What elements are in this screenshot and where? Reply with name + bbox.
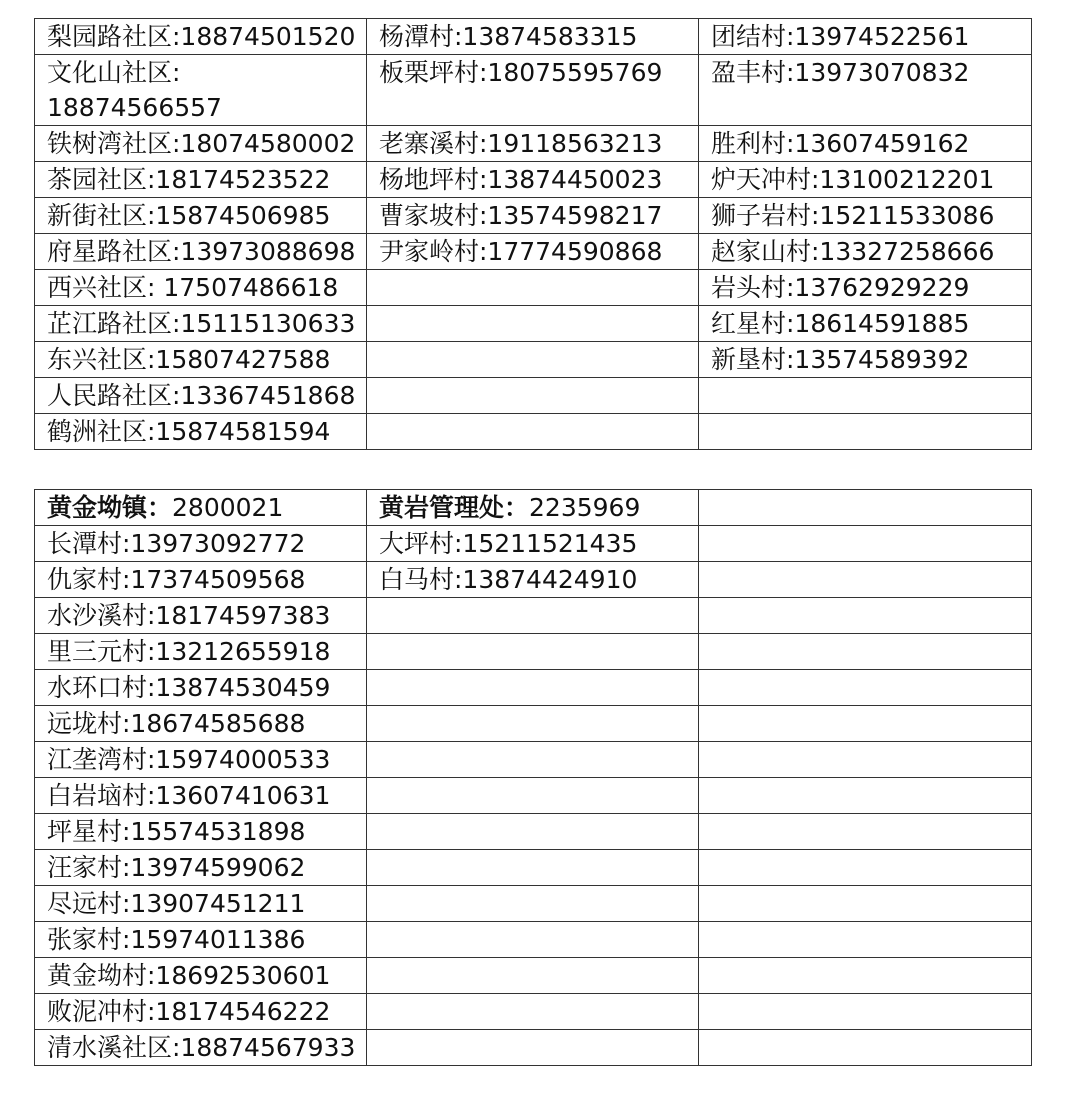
table-cell: 芷江路社区:15115130633	[35, 306, 367, 342]
table-cell	[367, 634, 699, 670]
table-1-body	[35, 19, 1032, 450]
table-cell: 尽远村:13907451211	[35, 886, 367, 922]
table-cell: 黄金坳村:18692530601	[35, 958, 367, 994]
table-row	[35, 414, 1032, 450]
table-cell: 梨园路社区:18874501520	[35, 19, 367, 55]
table-cell	[35, 55, 367, 126]
table-cell: 新垦村:13574589392	[699, 342, 1032, 378]
table-cell: 曹家坡村:13574598217	[367, 198, 699, 234]
table-row	[35, 922, 1032, 958]
table-cell	[367, 742, 699, 778]
table-cell	[699, 778, 1032, 814]
table-cell: 鹤洲社区:15874581594	[35, 414, 367, 450]
table-cell	[699, 958, 1032, 994]
table-row	[35, 126, 1032, 162]
table-cell: 铁树湾社区:18074580002	[35, 126, 367, 162]
table-cell	[367, 270, 699, 306]
table-header-row	[35, 490, 1032, 526]
table-cell	[367, 670, 699, 706]
table-cell: 水沙溪村:18174597383	[35, 598, 367, 634]
table-cell	[699, 850, 1032, 886]
table-row	[35, 562, 1032, 598]
table-cell	[367, 922, 699, 958]
table-cell	[699, 1030, 1032, 1066]
township-phone: 2800021	[172, 493, 284, 522]
table-cell: 长潭村:13973092772	[35, 526, 367, 562]
table-cell	[699, 634, 1032, 670]
table-cell: 败泥冲村:18174546222	[35, 994, 367, 1030]
table-cell	[367, 414, 699, 450]
table-cell: 红星村:18614591885	[699, 306, 1032, 342]
table-row	[35, 706, 1032, 742]
table-cell: 岩头村:13762929229	[699, 270, 1032, 306]
table-cell	[699, 994, 1032, 1030]
table-cell	[367, 994, 699, 1030]
table-cell: 赵家山村:13327258666	[699, 234, 1032, 270]
table-row	[35, 814, 1032, 850]
table-row	[35, 378, 1032, 414]
table-cell: 盈丰村:13973070832	[699, 55, 1032, 126]
table-cell: 老寨溪村:19118563213	[367, 126, 699, 162]
table-cell: 里三元村:13212655918	[35, 634, 367, 670]
table-cell: 胜利村:13607459162	[699, 126, 1032, 162]
office-name: 黄岩管理处：	[379, 493, 530, 522]
table-row	[35, 670, 1032, 706]
table-cell: 尹家岭村:17774590868	[367, 234, 699, 270]
table-2-body	[35, 490, 1032, 1066]
table-row	[35, 778, 1032, 814]
table-cell	[35, 490, 367, 526]
table-cell	[367, 886, 699, 922]
table-cell: 水环口村:13874530459	[35, 670, 367, 706]
table-row	[35, 958, 1032, 994]
office-phone: 2235969	[529, 493, 641, 522]
table-cell: 清水溪社区:18874567933	[35, 1030, 367, 1066]
table-cell	[367, 706, 699, 742]
table-row	[35, 634, 1032, 670]
table-cell	[699, 490, 1032, 526]
table-cell	[699, 378, 1032, 414]
table-cell	[367, 490, 699, 526]
table-cell: 大坪村:15211521435	[367, 526, 699, 562]
table-row	[35, 1030, 1032, 1066]
table-cell: 坪星村:15574531898	[35, 814, 367, 850]
table-cell	[699, 598, 1032, 634]
table-row	[35, 526, 1032, 562]
table-cell: 府星路社区:13973088698	[35, 234, 367, 270]
table-row	[35, 886, 1032, 922]
table-cell: 板栗坪村:18075595769	[367, 55, 699, 126]
table-cell: 白岩垴村:13607410631	[35, 778, 367, 814]
table-row	[35, 850, 1032, 886]
table-row	[35, 55, 1032, 126]
table-row	[35, 306, 1032, 342]
table-cell: 仇家村:17374509568	[35, 562, 367, 598]
table-cell	[699, 526, 1032, 562]
table-cell: 炉天冲村:13100212201	[699, 162, 1032, 198]
table-cell	[367, 378, 699, 414]
table-cell: 茶园社区:18174523522	[35, 162, 367, 198]
table-cell: 杨潭村:13874583315	[367, 19, 699, 55]
table-row	[35, 234, 1032, 270]
table-row	[35, 994, 1032, 1030]
table-cell	[699, 414, 1032, 450]
table-row	[35, 342, 1032, 378]
table-cell	[367, 342, 699, 378]
table-cell: 杨地坪村:13874450023	[367, 162, 699, 198]
table-cell	[699, 886, 1032, 922]
table-cell: 人民路社区:13367451868	[35, 378, 367, 414]
table-cell: 东兴社区:15807427588	[35, 342, 367, 378]
table-cell: 白马村:13874424910	[367, 562, 699, 598]
table-row	[35, 162, 1032, 198]
table-cell	[699, 814, 1032, 850]
township-name: 黄金坳镇：	[47, 493, 173, 522]
table-cell: 汪家村:13974599062	[35, 850, 367, 886]
table-cell: 团结村:13974522561	[699, 19, 1032, 55]
table-cell	[367, 958, 699, 994]
table-cell: 远垅村:18674585688	[35, 706, 367, 742]
contacts-table-1	[34, 18, 1032, 450]
table-cell	[367, 306, 699, 342]
table-cell	[367, 1030, 699, 1066]
table-cell	[367, 598, 699, 634]
table-row	[35, 742, 1032, 778]
cell-label: 文化山社区: 18874566557	[47, 58, 222, 122]
contacts-table-2	[34, 489, 1032, 1066]
table-cell	[699, 670, 1032, 706]
table-row	[35, 19, 1032, 55]
table-row	[35, 598, 1032, 634]
table-row	[35, 270, 1032, 306]
table-cell	[699, 922, 1032, 958]
table-row	[35, 198, 1032, 234]
table-cell	[367, 850, 699, 886]
table-cell: 江垄湾村:15974000533	[35, 742, 367, 778]
table-cell: 张家村:15974011386	[35, 922, 367, 958]
table-cell	[699, 562, 1032, 598]
table-cell	[699, 742, 1032, 778]
table-cell: 狮子岩村:15211533086	[699, 198, 1032, 234]
table-cell: 新街社区:15874506985	[35, 198, 367, 234]
table-cell	[367, 778, 699, 814]
table-cell	[367, 814, 699, 850]
table-cell	[699, 706, 1032, 742]
table-cell: 西兴社区: 17507486618	[35, 270, 367, 306]
